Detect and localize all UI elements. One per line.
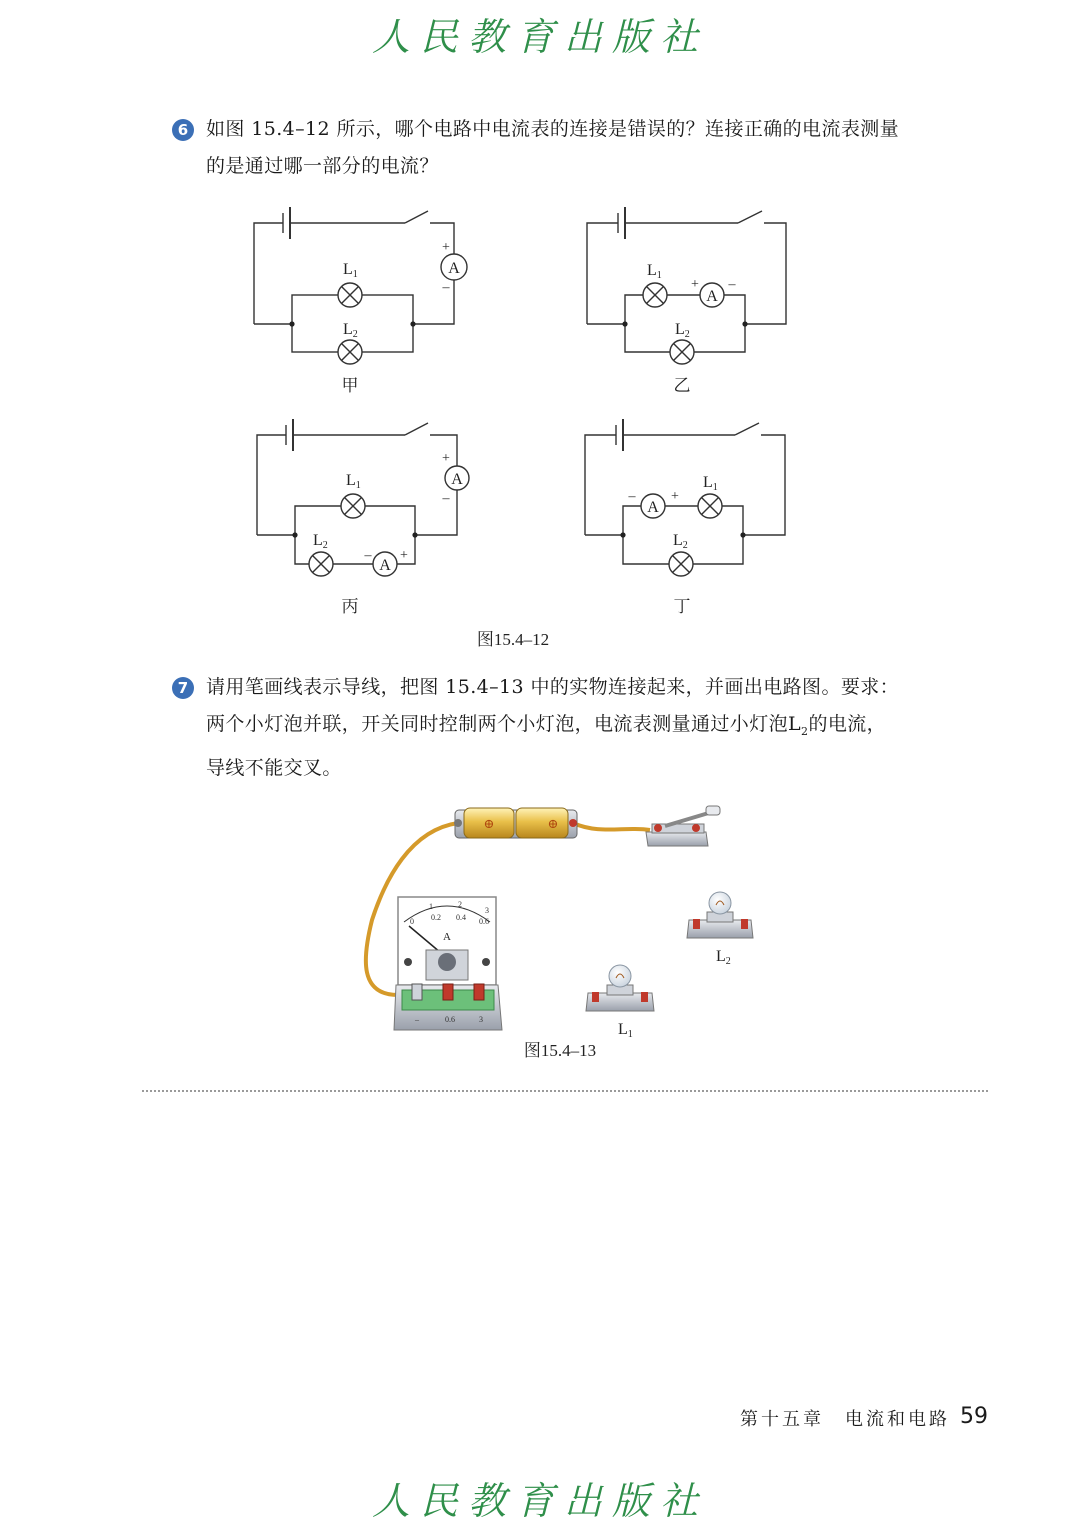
- question-7-line-2: 两个小灯泡并联，开关同时控制两个小灯泡，电流表测量通过小灯泡$L_2$的电流，: [206, 713, 887, 738]
- meter-top-scale-1: 1: [429, 902, 433, 911]
- circuit-label-yi: 乙: [673, 376, 691, 395]
- lamp-l2-label: L2: [716, 948, 731, 967]
- ammeter-yi: A: [706, 288, 718, 305]
- page-number: 59: [960, 1404, 988, 1429]
- lamp-bing-l2: [309, 552, 333, 576]
- lamp-jia-l2: [338, 340, 362, 364]
- meter-top-scale-3: 3: [485, 906, 489, 915]
- terminal-3: 3: [479, 1015, 483, 1024]
- circuit-ding: [585, 419, 785, 576]
- label-jia-l1: L1: [343, 261, 358, 280]
- label-bing-l1: L1: [346, 472, 361, 491]
- ammeter[interactable]: [394, 897, 502, 1030]
- plus-sign: +: [671, 489, 679, 504]
- minus-sign: –: [364, 548, 372, 563]
- battery-pack[interactable]: [454, 808, 577, 838]
- circuit-label-jia: 甲: [341, 376, 359, 395]
- minus-sign: –: [628, 489, 636, 504]
- plus-sign: +: [400, 548, 408, 563]
- label-jia-l2: L2: [343, 321, 358, 340]
- question-6-line-2: 的是通过哪一部分的电流？: [206, 155, 439, 177]
- question-7-line-1: 请用笔画线表示导线，把图 15.4–13 中的实物连接起来，并画出电路图。要求：: [206, 676, 900, 698]
- knife-switch[interactable]: [646, 806, 720, 846]
- section-divider: [142, 1090, 988, 1092]
- plus-sign: +: [691, 277, 699, 292]
- chapter-footer: 第十五章 电流和电路: [740, 1409, 950, 1430]
- lamp-yi-l1: [643, 283, 667, 307]
- lamp-jia-l1: [338, 283, 362, 307]
- label-yi-l2: L2: [675, 321, 690, 340]
- lamp-l1-label: L1: [618, 1021, 633, 1040]
- ammeter-bing-main: A: [451, 471, 463, 488]
- battery-plus-2: ⊕: [547, 816, 559, 831]
- minus-sign: –: [728, 277, 736, 292]
- question-7-text: [206, 669, 976, 787]
- circuit-label-bing: 丙: [341, 597, 359, 616]
- ammeter-ding: A: [647, 499, 659, 516]
- label-ding-l2: L2: [673, 532, 688, 551]
- lamp-l1-board[interactable]: [586, 965, 654, 1011]
- figure-15-4-12: [0, 0, 1080, 660]
- lamp-bing-l1: [341, 494, 365, 518]
- label-yi-l1: L1: [647, 262, 662, 281]
- figure-12-caption: 图15.4–12: [476, 630, 550, 649]
- question-7-badge: 7: [172, 677, 194, 699]
- question-6-line-1: 如图 15.4–12 所示，哪个电路中电流表的连接是错误的？连接正确的电流表测量: [206, 118, 900, 140]
- circuit-label-ding: 丁: [673, 597, 691, 616]
- terminal-0-6: 0.6: [445, 1015, 455, 1024]
- lamp-yi-l2: [670, 340, 694, 364]
- circuit-jia: [254, 207, 467, 364]
- lamp-ding-l2: [669, 552, 693, 576]
- wire-right[interactable]: [573, 823, 650, 830]
- plus-sign: +: [442, 240, 450, 255]
- ammeter-jia: A: [448, 260, 460, 277]
- lamp-ding-l1: [698, 494, 722, 518]
- ammeter-bing-branch: A: [379, 557, 391, 574]
- figure-13-caption: 图15.4–13: [523, 1041, 597, 1060]
- meter-letter: A: [443, 931, 451, 943]
- lamp-l2-board[interactable]: [687, 892, 753, 938]
- publisher-watermark-top: 人民教育出版社: [371, 15, 708, 59]
- meter-scale-2: 0.4: [456, 913, 466, 922]
- plus-sign: +: [442, 451, 450, 466]
- circuit-yi: [587, 207, 786, 364]
- label-ding-l1: L1: [703, 474, 718, 493]
- minus-sign: –: [442, 491, 450, 506]
- battery-plus-1: ⊕: [483, 816, 495, 831]
- publisher-watermark-bottom: 人民教育出版社: [371, 1479, 708, 1523]
- minus-sign: –: [442, 280, 450, 295]
- meter-scale-3: 0.6: [479, 917, 489, 926]
- question-6-badge: 6: [172, 119, 194, 141]
- question-7-line-3: 导线不能交叉。: [206, 756, 342, 779]
- meter-scale-1: 0.2: [431, 913, 441, 922]
- figure-15-4-13: [0, 790, 1080, 1070]
- label-bing-l2: L2: [313, 532, 328, 551]
- circuit-bing: [257, 419, 469, 576]
- meter-top-scale-2: 2: [458, 900, 462, 909]
- terminal-minus: –: [415, 1015, 419, 1024]
- meter-scale-0: 0: [410, 917, 414, 926]
